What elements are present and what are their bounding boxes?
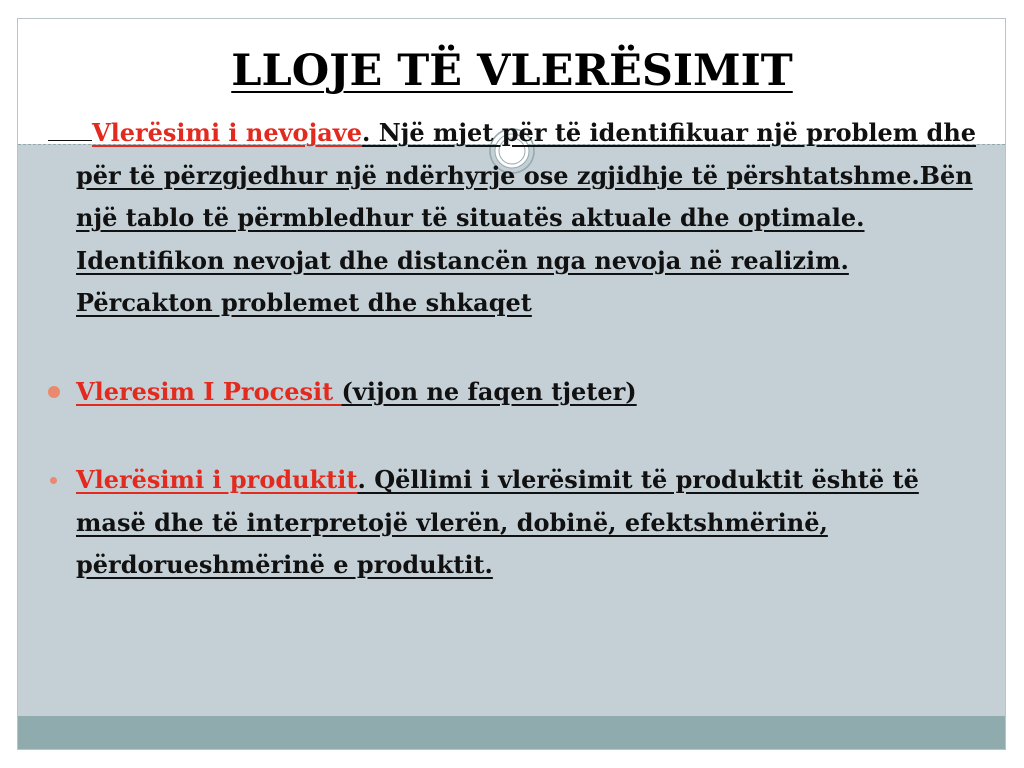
item-label: Vlerësimi i produktit [76, 465, 358, 494]
slide-content [48, 112, 993, 587]
slide-title: LLOJE TË VLERËSIMIT [231, 46, 793, 96]
footer-band [18, 716, 1005, 750]
round-bullet-icon [48, 386, 60, 398]
item-text: . Qëllimi i vlerësimit të produktit është të masë dhe të interpretojë vlerën, dobinë, efektshmërinë, përdorueshmërinë e produktit. [76, 465, 919, 579]
item-label: Vlerësimi i nevojave [92, 118, 363, 147]
round-bullet-icon [50, 477, 57, 484]
indent-underline [48, 112, 92, 141]
list-item-needs-assessment [48, 112, 993, 325]
item-label: Vleresim I Procesit [76, 376, 342, 406]
list-item-process-assessment [48, 371, 993, 414]
item-text: (vijon ne faqen tjeter) [341, 376, 637, 406]
list-item-product-assessment [48, 459, 993, 587]
item-text: . Një mjet për të identifikuar një problem dhe për të përzgjedhur një ndërhyrje ose zgjidhje të përshtatshme.Bën një tablo të përmbledhur të situatës aktuale dhe optimale. Identifikon nevojat dhe distancën nga nevoja në realizim. Përcakton problemet dhe shkaqet [76, 118, 977, 317]
